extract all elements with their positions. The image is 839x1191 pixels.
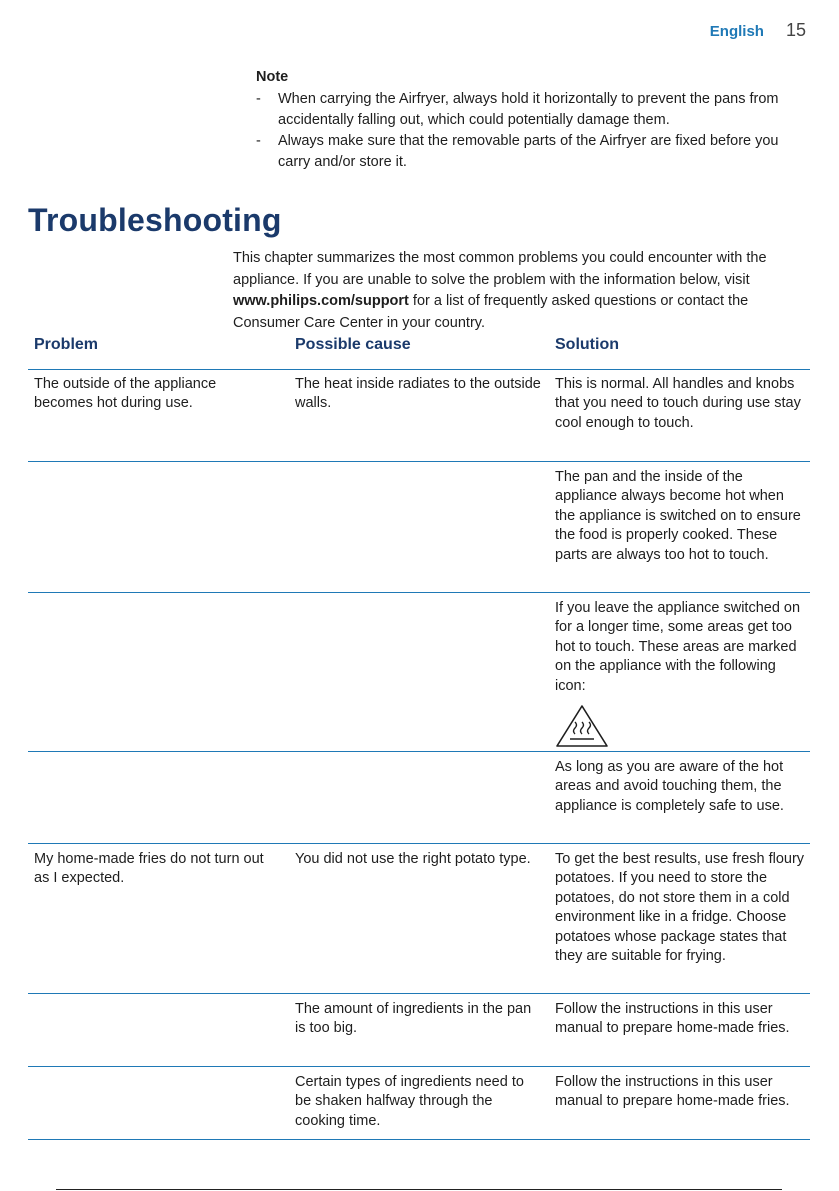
intro-text: for a list of frequently asked questions or contact the Consumer Care Center in your country. bbox=[233, 293, 749, 331]
note-item-text: Always make sure that the removable parts of the Airfryer are fixed before you carry and/or store it. bbox=[278, 133, 779, 170]
intro-text: This chapter summarizes the most common problems you could encounter with the appliance. If you are unable to solve the problem with the information below, visit bbox=[233, 250, 767, 288]
hot-surface-warning-icon bbox=[555, 704, 609, 748]
solution-text: If you leave the appliance switched on for a longer time, some areas get too hot to touch. These areas are marked on the appliance with the following icon: bbox=[555, 600, 801, 694]
cause-cell: The heat inside radiates to the outside walls. bbox=[295, 376, 541, 412]
solution-cell: As long as you are aware of the hot areas and avoid touching them, the appliance is completely safe to use. bbox=[555, 759, 784, 814]
table-row bbox=[28, 752, 810, 844]
table-row bbox=[28, 369, 810, 462]
problem-cell: The outside of the appliance becomes hot during use. bbox=[34, 376, 217, 412]
solution-cell: Follow the instructions in this user manual to prepare home-made fries. bbox=[555, 1074, 790, 1110]
table-row bbox=[28, 593, 810, 752]
dash-bullet: - bbox=[256, 91, 261, 107]
table-row bbox=[28, 994, 810, 1067]
page-number: 15 bbox=[785, 20, 806, 40]
footer-divider bbox=[56, 1189, 782, 1190]
table-row bbox=[28, 1067, 810, 1140]
solution-cell: This is normal. All handles and knobs that you need to touch during use stay cool enough to touch. bbox=[555, 376, 801, 431]
language-label: English bbox=[709, 23, 764, 40]
problem-cell: My home-made fries do not turn out as I expected. bbox=[34, 851, 264, 887]
intro-paragraph bbox=[233, 248, 808, 334]
cause-cell: The amount of ingredients in the pan is too big. bbox=[295, 1001, 532, 1037]
solution-cell bbox=[555, 599, 807, 748]
page-header bbox=[710, 20, 806, 41]
table-row bbox=[28, 844, 810, 994]
support-link[interactable]: www.philips.com/support bbox=[233, 293, 409, 309]
solution-cell: The pan and the inside of the appliance always become hot when the appliance is switched on to ensure the food is properly cooked. These parts are always too hot to touch. bbox=[555, 469, 801, 563]
cause-cell: You did not use the right potato type. bbox=[295, 851, 531, 867]
header-cause: Possible cause bbox=[295, 336, 411, 353]
header-solution: Solution bbox=[555, 336, 619, 353]
dash-bullet: - bbox=[256, 133, 261, 149]
solution-cell: Follow the instructions in this user manual to prepare home-made fries. bbox=[555, 1001, 790, 1037]
note-title: Note bbox=[256, 69, 289, 85]
solution-cell: To get the best results, use fresh floury potatoes. If you need to store the potatoes, do not store them in a cold environment like in a fridge. Choose potatoes whose package states that they are suitable for frying. bbox=[555, 851, 805, 965]
cause-cell: Certain types of ingredients need to be shaken halfway through the cooking time. bbox=[295, 1074, 524, 1129]
note-item-text: When carrying the Airfryer, always hold it horizontally to prevent the pans from accidentally falling out, which could potentially damage them. bbox=[278, 91, 779, 128]
note-block bbox=[256, 67, 811, 173]
note-item bbox=[256, 131, 811, 173]
header-problem: Problem bbox=[34, 336, 99, 353]
section-title: Troubleshooting bbox=[28, 202, 282, 238]
note-item bbox=[256, 89, 811, 131]
table-row bbox=[28, 462, 810, 593]
table-header bbox=[28, 334, 810, 370]
